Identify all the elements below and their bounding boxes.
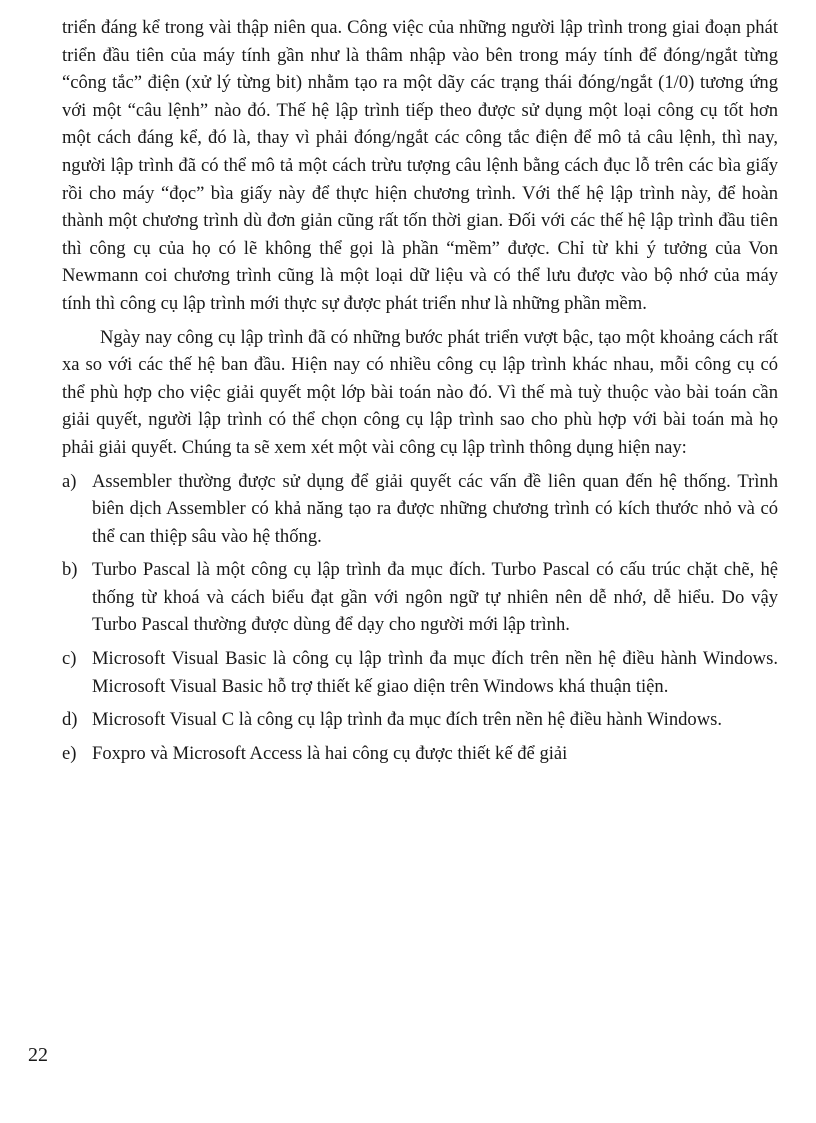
list-marker: d) [62,709,78,731]
page-body [62,14,778,767]
list-marker: c) [62,648,77,670]
paragraph-history: triển đáng kể trong vài thập niên qua. Công việc của những người lập trình trong giai đoạn phát triển đầu tiên của máy tính gần như là thâm nhập vào bên trong máy tính để đóng/ngắt từng “công tắc” điện (xử lý từng bit) nhằm tạo ra một dãy các trạng thái đóng/ngắt (1/0) tương ứng với một “câu lệnh” nào đó. Thế hệ lập trình tiếp theo được sử dụng một loại công cụ tốt hơn một cách đáng kể, đó là, thay vì phải đóng/ngắt các công tắc điện để mô tả câu lệnh, thì nay, người lập trình đã có thể mô tả một cách trừu tượng câu lệnh bằng cách đục lỗ trên các bìa giấy rồi cho máy “đọc” bìa giấy này để thực hiện chương trình. Với thế hệ lập trình này, để hoàn thành một chương trình dù đơn giản cũng rất tốn thời gian. Đối với các thế hệ lập trình đầu tiên thì công cụ của họ có lẽ không thể gọi là phần “mềm” được. Chỉ từ khi ý tưởng của Von Newmann coi chương trình cũng là một loại dữ liệu và có thể lưu được vào bộ nhớ của máy tính thì công cụ lập trình mới thực sự được phát triển như là những phần mềm. [62,17,778,314]
list-item-text: Microsoft Visual Basic là công cụ lập trình đa mục đích trên nền hệ điều hành Windows. Microsoft Visual Basic hỗ trợ thiết kế giao diện trên Windows khá thuận tiện. [92,648,778,697]
list-item-text: Foxpro và Microsoft Access là hai công cụ được thiết kế để giải [92,742,568,764]
list-item-text: Assembler thường được sử dụng để giải quyết các vấn đề liên quan đến hệ thống. Trình biên dịch Assembler có khả năng tạo ra được những chương trình có kích thước nhỏ và có thể can thiệp sâu vào hệ thống. [92,470,778,547]
list-marker: a) [62,470,77,492]
list-marker: e) [62,742,77,764]
page-number: 22 [28,1044,48,1066]
paragraph-modern-tools: Ngày nay công cụ lập trình đã có những bước phát triển vượt bậc, tạo một khoảng cách rất xa so với các thế hệ ban đầu. Hiện nay có nhiều công cụ lập trình khác nhau, mỗi công cụ có thể phù hợp cho việc giải quyết một lớp bài toán nào đó. Vì thế mà tuỳ thuộc vào bài toán cần giải quyết, người lập trình có thể chọn công cụ lập trình sao cho phù hợp với bài toán mà họ phải giải quyết. Chúng ta sẽ xem xét một vài công cụ lập trình thông dụng hiện nay: [62,326,778,458]
list-item-text: Turbo Pascal là một công cụ lập trình đa mục đích. Turbo Pascal có cấu trúc chặt chẽ, hệ thống từ khoá và cách biểu đạt gần với ngôn ngữ tự nhiên nên dễ nhớ, dễ hiểu. Do vậy Turbo Pascal thường được dùng để dạy cho người mới lập trình. [92,559,778,636]
list-item [62,468,778,551]
list-item-text: Microsoft Visual C là công cụ lập trình đa mục đích trên nền hệ điều hành Windows. [92,709,723,731]
list-item [62,740,778,768]
list-item [62,556,778,639]
tools-list [62,468,778,768]
list-item [62,706,778,734]
list-item [62,645,778,700]
list-marker: b) [62,559,78,581]
